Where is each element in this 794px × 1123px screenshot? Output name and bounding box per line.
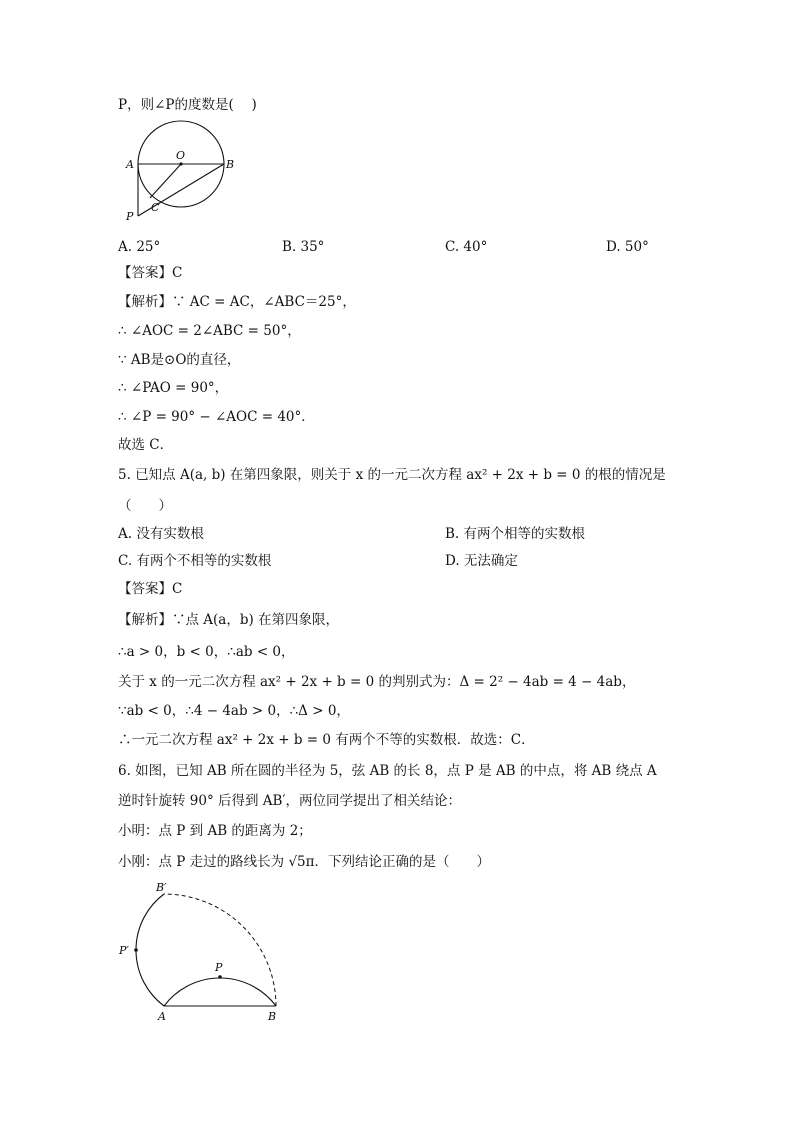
- q4-analysis-line-1: 【解析】∵ AC = AC，∠ABC＝25°，: [118, 294, 356, 310]
- q6-line-2: 逆时针旋转 90° 后得到 AB′，两位同学提出了相关结论：: [118, 793, 462, 809]
- q4-option-b: B. 35°: [282, 239, 325, 255]
- q5-stem: 5. 已知点 A(a, b) 在第四象限，则关于 x 的一元二次方程 ax² + 2x + b = 0 的根的情况是: [118, 467, 666, 483]
- q4-analysis-line-5: ∴ ∠P = 90° − ∠AOC = 40°．: [118, 409, 315, 425]
- label-o: O: [176, 149, 186, 162]
- q5-analysis-line-4: ∵ab < 0，∴4 − 4ab > 0，∴Δ > 0，: [118, 703, 350, 719]
- q5-analysis-line-1: 【解析】∵点 A(a，b) 在第四象限，: [118, 612, 340, 628]
- q4-circle-figure: [118, 112, 238, 232]
- label-a: A: [158, 1010, 166, 1023]
- q4-option-c: C. 40°: [445, 239, 488, 255]
- q4-analysis-line-4: ∴ ∠PAO = 90°，: [118, 380, 229, 396]
- q5-option-a: A. 没有实数根: [118, 526, 204, 542]
- q5-option-c: C. 有两个不相等的实数根: [118, 553, 272, 569]
- q4-analysis-line-2: ∴ ∠AOC = 2∠ABC = 50°，: [118, 323, 301, 339]
- label-p-prime: P′: [119, 944, 129, 957]
- label-p: P: [215, 961, 223, 974]
- point-o: [179, 162, 182, 165]
- q4-answer: 【答案】C: [118, 265, 183, 281]
- q6-rotation-figure: [110, 878, 300, 1028]
- label-b-prime: B′: [156, 881, 167, 894]
- arc-ab-prime: [136, 894, 164, 1006]
- point-p: [218, 975, 222, 979]
- q5-analysis-line-3: 关于 x 的一元二次方程 ax² + 2x + b = 0 的判别式为：Δ = 2² − 4ab = 4 − 4ab，: [118, 674, 636, 690]
- label-c: C: [151, 201, 160, 214]
- label-b: B: [226, 158, 235, 171]
- label-p: P: [126, 210, 134, 223]
- q5-analysis-line-2: ∴a > 0，b < 0，∴ab < 0，: [118, 644, 295, 660]
- q5-answer: 【答案】C: [118, 581, 183, 597]
- dashed-arc-bb-prime: [164, 894, 276, 1006]
- q5-option-b: B. 有两个相等的实数根: [445, 526, 586, 542]
- q4-option-a: A. 25°: [118, 239, 161, 255]
- arc-ab: [164, 978, 276, 1006]
- q5-analysis-line-5: ∴一元二次方程 ax² + 2x + b = 0 有两个不等的实数根．故选：C．: [118, 732, 535, 748]
- q5-stem-paren: （ ）: [118, 498, 172, 514]
- label-b: B: [268, 1010, 277, 1023]
- q4-stem-tail: P，则∠P的度数是( ): [118, 97, 257, 113]
- q4-analysis-line-3: ∵ AB是⊙O的直径，: [118, 352, 241, 368]
- q5-option-d: D. 无法确定: [445, 553, 518, 569]
- label-a: A: [126, 158, 134, 171]
- q4-option-d: D. 50°: [606, 239, 649, 255]
- point-p-prime: [134, 948, 138, 952]
- q4-analysis-line-6: 故选 C．: [118, 437, 174, 453]
- q6-line-1: 6. 如图，已知 AB 所在圆的半径为 5，弦 AB 的长 8，点 P 是 AB 的中点，将 AB 绕点 A: [118, 763, 657, 779]
- q6-line-4: 小刚：点 P 走过的路线长为 √5π．下列结论正确的是（ ）: [118, 854, 491, 870]
- q6-line-3: 小明：点 P 到 AB 的距离为 2；: [118, 823, 312, 839]
